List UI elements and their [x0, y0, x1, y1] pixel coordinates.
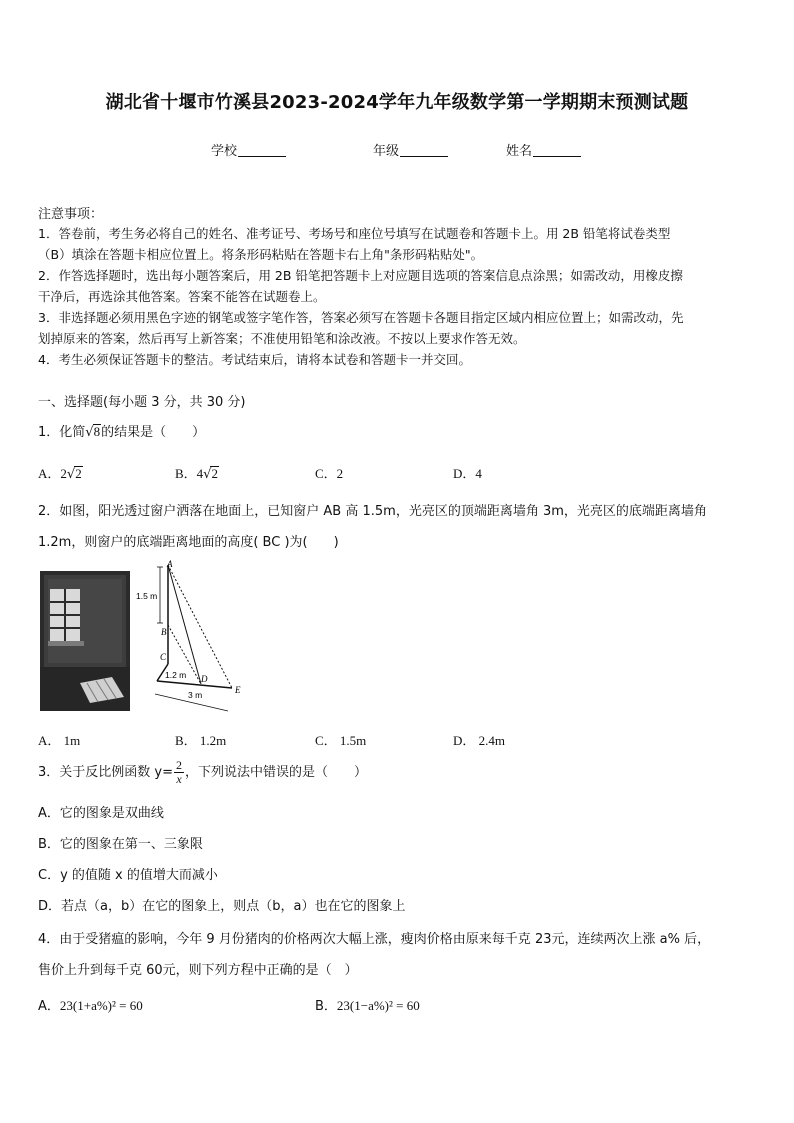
- grade-label: 年级: [373, 144, 400, 159]
- q3-prefix: 3．关于反比例函数 y=: [38, 765, 173, 780]
- q4-b-equation: 23(1−a%)² = 60: [336, 998, 420, 1013]
- school-blank: [238, 144, 286, 157]
- q1-a-label: A．2: [38, 466, 67, 481]
- name-blank: [533, 144, 581, 157]
- q4-a-equation: 23(1+a%)² = 60: [59, 998, 143, 1013]
- q1-option-b: [175, 463, 219, 482]
- q1-suffix: 的结果是（ ）: [101, 425, 206, 440]
- sqrt-symbol: √: [85, 425, 94, 440]
- notice-line: 2．作答选择题时，选出每小题答案后，用 2B 铅笔把答题卡上对应题目选项的答案信息点涂黑；如需改动，用橡皮擦: [38, 268, 683, 283]
- q3-option-c: C．y 的值随 x 的值增大而减小: [38, 868, 218, 883]
- q1-option-d: D．4: [453, 466, 482, 481]
- name-label: 姓名: [506, 144, 533, 159]
- notice-line: 3．非选择题必须用黑色字迹的钢笔或签字笔作答，答案必须写在答题卡各题目指定区域内相应位置上；如需改动，先: [38, 310, 684, 325]
- q3-option-b: B．它的图象在第一、三象限: [38, 837, 203, 852]
- name-field: [506, 140, 581, 159]
- question-3: [38, 759, 367, 786]
- section-heading: 一、选择题(每小题 3 分，共 30 分): [38, 395, 246, 410]
- school-field: [211, 140, 286, 159]
- q1-a-radicand: 2: [75, 466, 82, 481]
- school-label: 学校: [211, 144, 238, 159]
- question-2-line-1: 2．如图，阳光透过窗户洒落在地面上，已知窗户 AB 高 1.5m，光亮区的顶端距离墙角 3m，光亮区的底端距离墙角: [38, 504, 707, 519]
- sqrt-symbol: √: [203, 467, 212, 482]
- q2-option-c: C． 1.5m: [315, 733, 367, 748]
- label-a: A: [167, 559, 173, 569]
- q1-radicand: 8: [93, 424, 101, 439]
- notice-heading: 注意事项：: [38, 207, 104, 222]
- q3-numerator: 2: [176, 758, 182, 772]
- window-photo: [40, 571, 130, 711]
- label-d: D: [201, 674, 208, 684]
- question-4-line-2: 售价上升到每千克 60元，则下列方程中正确的是（ ）: [38, 963, 358, 978]
- sqrt-symbol: √: [66, 467, 76, 482]
- label-c: C: [160, 652, 167, 662]
- q3-suffix: ，下列说法中错误的是（ ）: [185, 765, 368, 780]
- label-e: E: [235, 685, 241, 695]
- q3-denominator: x: [176, 772, 182, 786]
- q2-option-b: B． 1.2m: [175, 733, 227, 748]
- question-4-line-1: 4．由于受猪瘟的影响，今年 9 月份猪肉的价格两次大幅上涨，瘦肉价格由原来每千克 23元，连续两次上涨 a% 后，: [38, 932, 711, 947]
- label-ce-length: 3 m: [188, 690, 203, 700]
- notice-line: 4．考生必须保证答题卡的整洁。考试结束后，请将本试卷和答题卡一并交回。: [38, 352, 471, 367]
- notice-line: 1．答卷前，考生务必将自己的姓名、准考证号、考场号和座位号填写在试题卷和答题卡上。用 2B 铅笔将试卷类型: [38, 226, 671, 241]
- q2-option-d: D． 2.4m: [453, 733, 506, 748]
- q1-option-c: C．2: [315, 466, 344, 481]
- q1-b-label: B．4: [175, 466, 204, 481]
- q1-b-radicand: 2: [211, 466, 218, 481]
- q1-option-a: [38, 463, 83, 482]
- notice-line: 划掉原来的答案，然后再写上新答案；不准使用铅笔和涂改液。不按以上要求作答无效。: [38, 331, 526, 346]
- notice-line: 干净后，再选涂其他答案。答案不能答在试题卷上。: [38, 289, 326, 304]
- grade-blank: [400, 144, 448, 157]
- grade-field: [373, 140, 448, 159]
- q2-option-a: A． 1m: [38, 733, 81, 748]
- notice-line: （B）填涂在答题卡相应位置上。将条形码粘贴在答题卡右上角"条形码粘贴处"。: [38, 247, 484, 262]
- q4-option-a: [38, 995, 143, 1014]
- label-cd-length: 1.2 m: [165, 670, 187, 680]
- page-title: 湖北省十堰市竹溪县2023-2024学年九年级数学第一学期期末预测试题: [105, 92, 689, 113]
- question-2-line-2: 1.2m，则窗户的底端距离地面的高度( BC )为( ): [38, 535, 339, 550]
- q3-option-a: A．它的图象是双曲线: [38, 806, 164, 821]
- q3-fraction: [174, 759, 184, 786]
- label-ab-length: 1.5 m: [136, 591, 158, 601]
- q1-prefix: 1．化简: [38, 425, 86, 440]
- q4-a-label: A．: [38, 999, 60, 1014]
- q4-option-b: [315, 995, 420, 1014]
- sunlight-diagram: [136, 557, 254, 717]
- q3-option-d: D．若点（a，b）在它的图象上，则点（b，a）也在它的图象上: [38, 899, 406, 914]
- question-1: [38, 421, 205, 440]
- q4-b-label: B．: [315, 999, 337, 1014]
- label-b: B: [161, 627, 167, 637]
